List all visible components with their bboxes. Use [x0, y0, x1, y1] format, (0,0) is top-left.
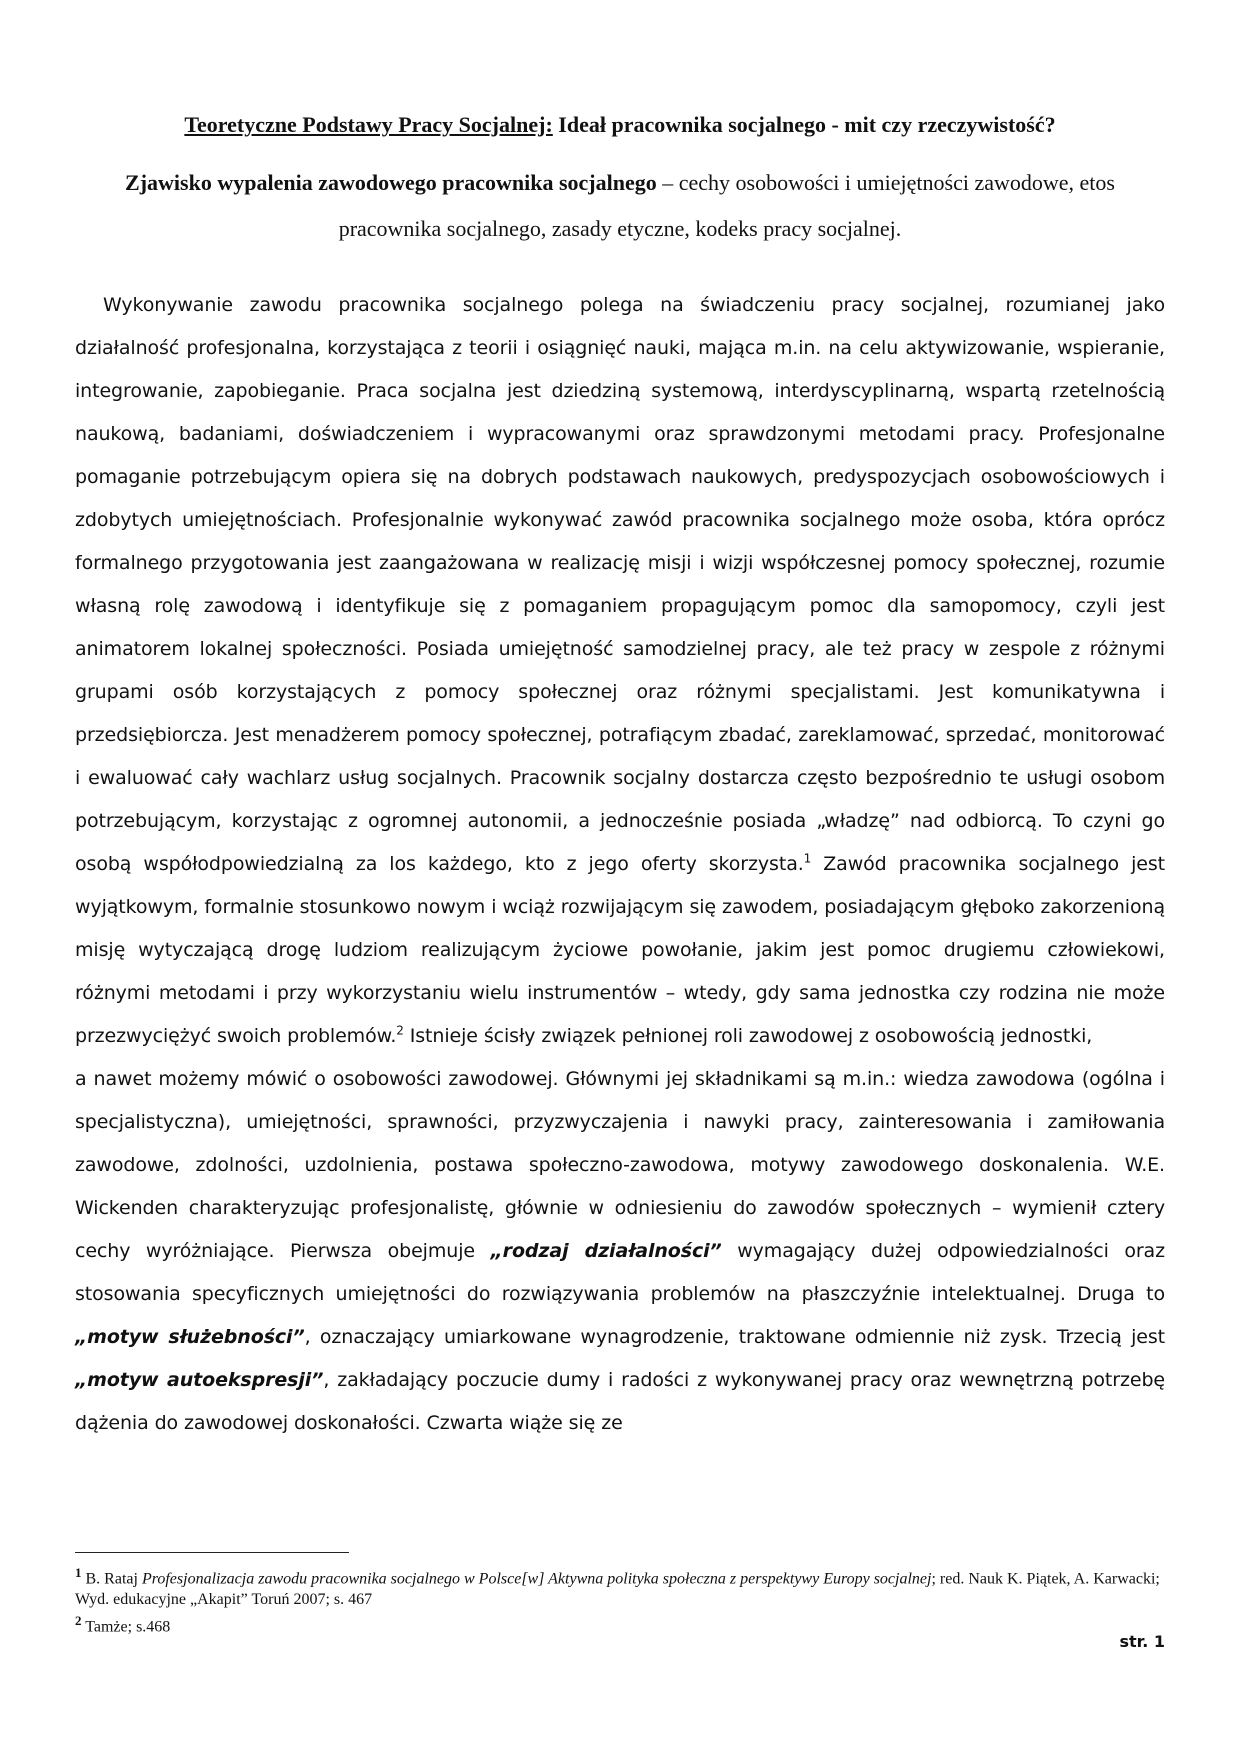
subtitle-rest: – cechy osobowości i umiejętności zawodowe, etos pracownika socjalnego, zasady etyczne, kodeks pracy socjalnej. [338, 170, 1115, 241]
body-part-2: Zawód pracownika socjalnego jest wyjątkowym, formalnie stosunkowo nowym i wciąż rozwijającym się zawodem, posiadającym głęboko zakorzenioną misję wytyczającą drogę ludziom realizującym życiowe powołanie, jakim jest pomoc drugiemu człowiekowi, różnymi metodami i przy wykorzystaniu wielu instrumentów – wtedy, gdy sama jednostka czy rodzina nie może przezwyciężyć swoich problemów. [75, 853, 1165, 1047]
emphasis-motyw-autoekspresji: „motyw autoekspresji” [75, 1369, 324, 1391]
body-part-4: a nawet możemy mówić o osobowości zawodowej. Głównymi jej składnikami są m.in.: wiedza zawodowa (ogólna i specjalistyczna), umiejętności, sprawności, przyzwyczajenia i nawyki pracy, zainteresowania i zamiłowania zawodowe, zdolności, uzdolnienia, postawa społeczno-zawodowa, motywy zawodowego doskonalenia. W.E. Wickenden charakteryzując profesjonalistę, głównie w odniesieniu do zawodów społecznych – wymienił cztery cechy wyróżniające. Pierwsza obejmuje [75, 1068, 1165, 1262]
page-number: str. 1 [1119, 1632, 1165, 1651]
course-subject: Teoretyczne Podstawy Pracy Socjalnej: [184, 112, 553, 137]
footnote-1-author: B. Rataj [81, 1570, 142, 1588]
footnote-1-details: ; red. Nauk K. Piątek, A. Karwacki; Wyd. edukacyjne „Akapit” Toruń 2007; s. 467 [75, 1570, 1160, 1609]
document-subtitle [75, 160, 1165, 252]
footnote-number-2: 2 [75, 1613, 82, 1629]
footnote-separator [75, 1552, 349, 1553]
body-part-3: Istnieje ścisły związek pełnionej roli zawodowej z osobowością jednostki, [403, 1025, 1093, 1047]
footnote-1-title: Profesjonalizacja zawodu pracownika socjalnego w Polsce[w] Aktywna polityka społeczna z perspektywy Europy socjalnej [141, 1570, 932, 1588]
body-part-7: , zakładający poczucie dumy i radości z wykonywanej pracy oraz wewnętrzną potrzebę dążenia do zawodowej doskonałości. Czwarta wiąże się ze [75, 1369, 1165, 1434]
footnote-2-text: Tamże; s.468 [81, 1618, 171, 1636]
body-text [75, 284, 1165, 1445]
footnote-ref-1: 1 [803, 851, 812, 866]
emphasis-motyw-sluzebnosci: „motyw służebności” [75, 1326, 305, 1348]
emphasis-rodzaj: „rodzaj działalności” [490, 1240, 722, 1262]
subtitle-bold: Zjawisko wypalenia zawodowego pracownika socjalnego [125, 170, 657, 195]
body-part-6: , oznaczający umiarkowane wynagrodzenie, traktowane odmiennie niż zysk. Trzecią jest [304, 1326, 1165, 1348]
body-part-5: wymagający dużej odpowiedzialności oraz stosowania specyficznych umiejętności do rozwiązywania problemów na płaszczyźnie intelektualnej. Druga to [75, 1240, 1165, 1305]
paragraph-continued [75, 1058, 1165, 1445]
footnotes [75, 1562, 1165, 1638]
footnote-2 [75, 1610, 1165, 1637]
footnote-ref-2: 2 [396, 1023, 404, 1038]
body-part-1: Wykonywanie zawodu pracownika socjalnego polega na świadczeniu pracy socjalnej, rozumianej jako działalność profesjonalna, korzystająca z teorii i osiągnięć nauki, mająca m.in. na celu aktywizowanie, wspieranie, integrowanie, zapobieganie. Praca socjalna jest dziedziną systemową, interdyscyplinarną, wspartą rzetelnością naukową, badaniami, doświadczeniem i wypracowanymi oraz sprawdzonymi metodami pracy. Profesjonalne pomaganie potrzebującym opiera się na dobrych podstawach naukowych, predyspozycjach osobowościowych i zdobytych umiejętnościach. Profesjonalnie wykonywać zawód pracownika socjalnego może osoba, która oprócz formalnego przygotowania jest zaangażowana w realizację misji i wizji współczesnej pomocy społecznej, rozumie własną rolę zawodową i identyfikuje się z pomaganiem propagującym pomoc dla samopomocy, czyli jest animatorem lokalnej społeczności. Posiada umiejętność samodzielnej pracy, ale też pracy w zespole z różnymi grupami osób korzystających z pomocy społecznej oraz różnymi specjalistami. Jest komunikatywna i przedsiębiorcza. Jest menadżerem pomocy społecznej, potrafiącym zbadać, zareklamować, sprzedać, monitorować i ewaluować cały wachlarz usług socjalnych. Pracownik socjalny dostarcza często bezpośrednio te usługi osobom potrzebującym, korzystając z ogromnej autonomii, a jednocześnie posiada „władzę” nad odbiorcą. To czyni go osobą współodpowiedzialną za los każdego, kto z jego oferty skorzysta. [75, 294, 1165, 875]
essay-topic: Ideał pracownika socjalnego - mit czy rzeczywistość? [552, 112, 1056, 137]
footnote-1 [75, 1562, 1165, 1610]
footnote-number-1: 1 [75, 1565, 82, 1580]
document-title [75, 112, 1165, 138]
paragraph [75, 284, 1165, 1058]
